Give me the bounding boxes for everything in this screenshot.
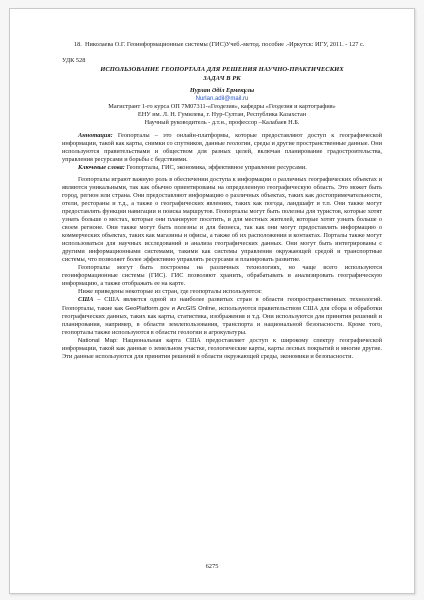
abstract-label: Аннотация: xyxy=(78,131,113,139)
national-map-paragraph xyxy=(62,337,382,361)
affiliation-line-3: Научный руководитель - д.т.н., профессор –Калабаев Н.Б. xyxy=(144,119,300,127)
udk-code: УДК 528 xyxy=(62,57,86,65)
document-page xyxy=(9,8,415,594)
national-map-label: National Map: xyxy=(78,337,118,344)
usa-text-1: – США является одной из наиболее развитых стран в области геопространственных технологий. Геопорталы, такие как xyxy=(62,296,382,312)
abstract-text: Геопорталы – это онлайн-платформы, которые предоставляют доступ к географической информации, такой как карты, снимки со спутников, данные геологии, среды и другие пространственные данные. Они используются правительствами и обществом для разных целей, включая планирование градостроительства, управления ресурсами и борьбы с бедствиями. xyxy=(62,131,382,163)
author-email[interactable]: Nurlan.adil@mail.ru xyxy=(195,96,249,103)
reference-number: 18. xyxy=(74,41,82,48)
keywords-text: Геопорталы, ГИС, экономика, эффективное управление ресурсами. xyxy=(124,163,307,171)
abstract xyxy=(62,132,382,164)
reference-entry xyxy=(74,41,382,49)
affiliation-line-2: ЕНУ им. Л. Н. Гумилева, г. Нур-Султан, Республика Казахстан xyxy=(137,111,307,119)
usa-text-2: используются правительством США для сбора и обработки географических данных, таких как карты, статистика, изображения и т.д. Они используются для принятия решений и планирования, например, в области землепользования, транспорта и национальной безопасности. Кроме того, геопорталы также используются в области геологии и агрокультуры. xyxy=(62,304,382,336)
usa-paragraph xyxy=(62,296,382,336)
author-name: Нурлан Әділ Ермекұлы xyxy=(189,87,255,95)
page-content xyxy=(62,41,382,361)
reference-text: Николаева О.Г. Геоинформационные системы (ГИС)Учеб.-метод. пособие .-Иркутск: ИГУ, 2011. - 127 с. xyxy=(85,41,365,48)
keywords xyxy=(62,164,382,172)
keywords-label: Ключевые слова: xyxy=(78,163,125,171)
affiliation-line-1: Магистрант 1-го курса ОП 7М07311-«Геодезия», кафедры «Геодезия и картография» xyxy=(108,103,336,111)
usa-portals: GeoPlatform.gov и ArcGIS Online, xyxy=(125,305,217,312)
article-title: ИСПОЛЬЗОВАНИЕ ГЕОПОРТАЛА ДЛЯ РЕШЕНИЯ НАУЧНО-ПРАКТИЧЕСКИХ ЗАДАЧ В РК xyxy=(100,66,344,82)
body-paragraph-2: Геопорталы могут быть построены на различных технологиях, но чаще всего используются геоинформационные системы (ГИС). ГИС позволяют хранить, обрабатывать и анализировать географическую информацию, а также отображать ее на карте. xyxy=(62,264,382,288)
national-map-text: Национальная карта США предоставляет доступ к широкому спектру географической информации, такой как данные о земельном участке, геологические карты, карты лесных покрытий и многие другие. Эти данные используются для принятия решений в области окружающей среды, экономики и безопасности. xyxy=(62,336,382,360)
body-paragraph-1: Геопорталы играют важную роль в обеспечении доступа к информации о различных географических объектах и являются уникальными, так как обычно ориентированы на определенную географическую область. Это может быть город, регион или страна. Они предоставляют информацию о различных объектах, таких как достопримечательности, отели, рестораны и т.д., а также о географических явлениях, таких как погода, ландшафт и т.п. Они также могут предоставлять функции навигации и поиска маршрутов. Геопорталы могут быть полезны для туристов, которые хотят узнать больше о местах, которые они планируют посетить, и для местных жителей, которые хотят узнать больше о своем регионе. Они также могут быть полезны и для бизнеса, так как они могут предоставлять информацию о коммерческих объектах, таких как магазины и офисы, а также об их расположении и контактах. Порталы также могут использоваться для научных исследований и анализа географических данных. Они могут быть интегрированы с другими информационными системами, такими как системы управления окружающей средой и транспортные системы, что позволяет более эффективно управлять ресурсами и планировать развитие. xyxy=(62,175,382,264)
usa-label: США xyxy=(78,296,94,304)
page-number: 6275 xyxy=(205,563,219,570)
body-paragraph-3: Ниже приведены некоторые из стран, где геопорталы используются: xyxy=(78,288,262,296)
